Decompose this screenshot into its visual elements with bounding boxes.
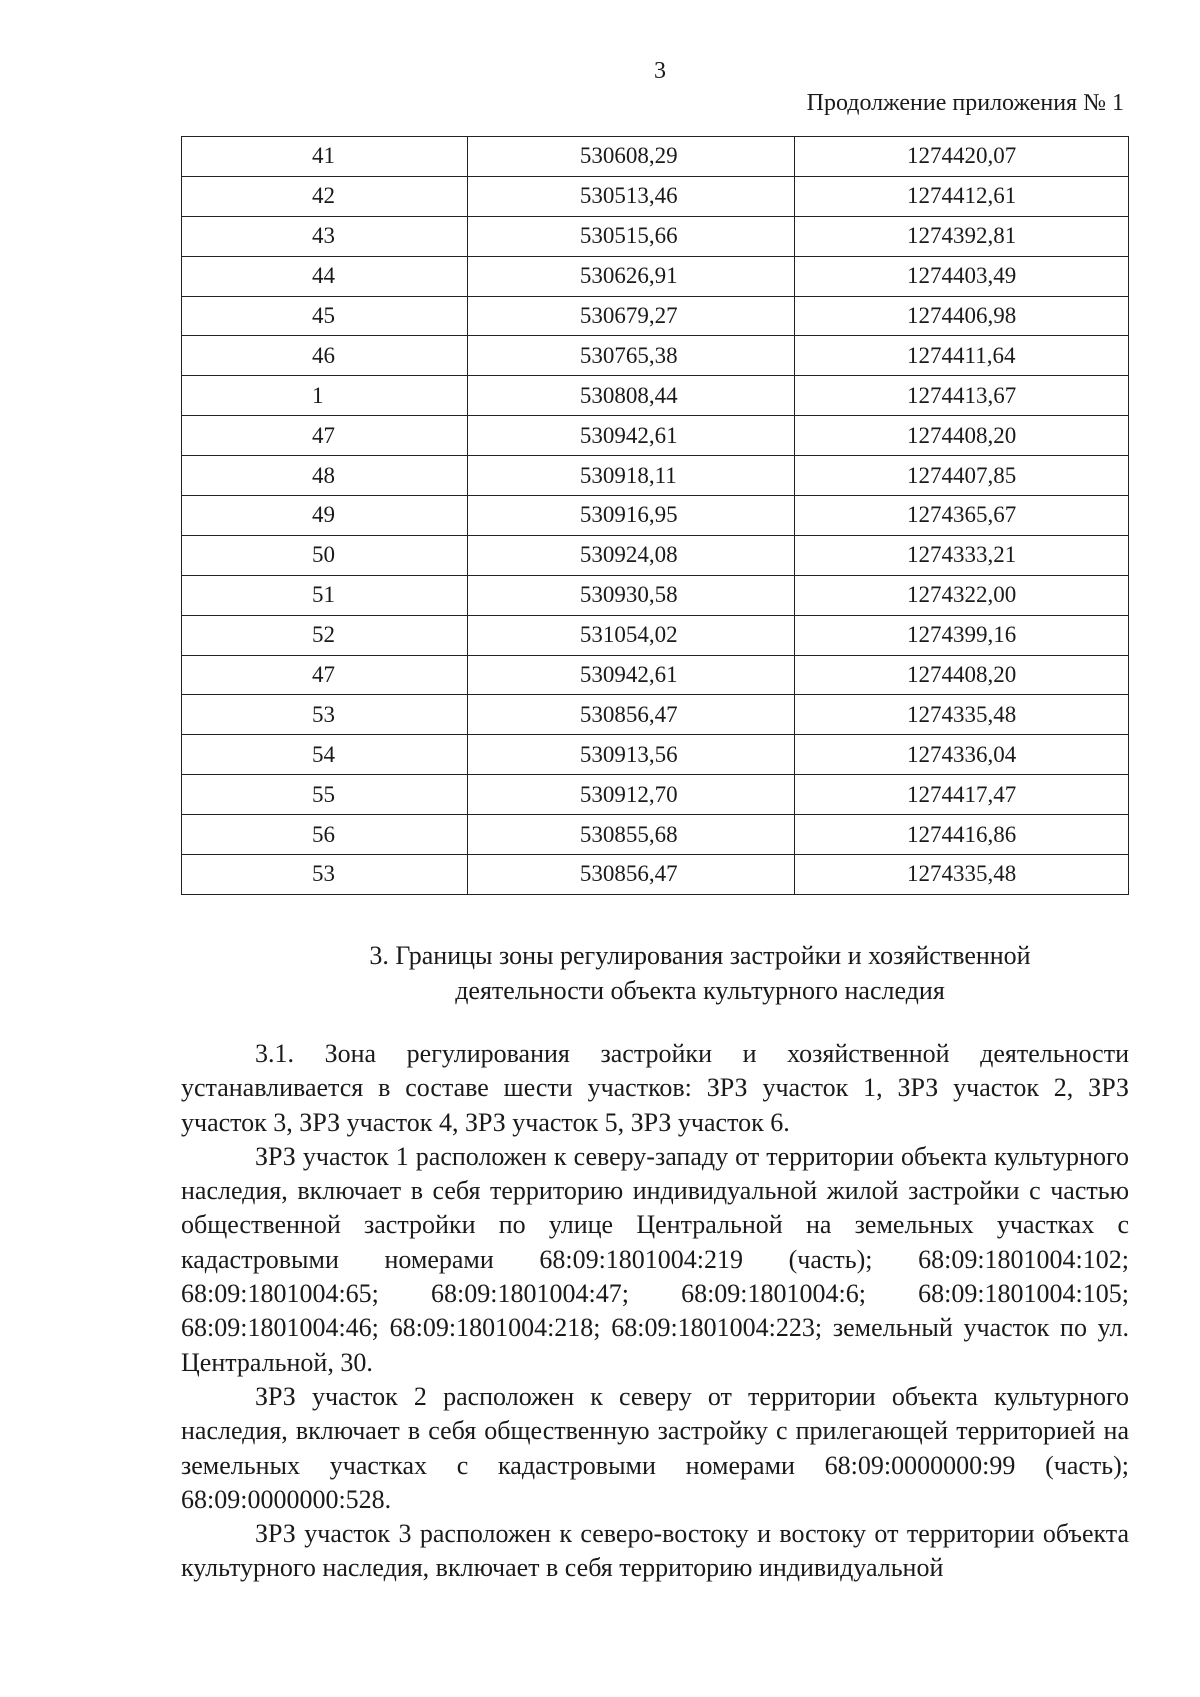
- table-row: [182, 376, 1129, 416]
- x-coordinate-cell: 530856,47: [467, 855, 794, 895]
- section-title-line: деятельности объекта культурного наследия: [455, 976, 945, 1005]
- y-coordinate-cell: 1274335,48: [795, 855, 1129, 895]
- point-number-cell: 44: [182, 256, 468, 296]
- paragraph: ЗРЗ участок 1 расположен к северу-западу от территории объекта культурного наследия, включает в себя территорию индивидуальной жилой застройки с частью общественной застройки по улице Центральной на земельных участках с кадастровыми номерами 68:09:1801004:219 (часть); 68:09:1801004:102; 68:09:1801004:65; 68:09:1801004:47; 68:09:1801004:6; 68:09:1801004:105; 68:09:1801004:46; 68:09:1801004:218; 68:09:1801004:223; земельный участок по ул. Центральной, 30.: [181, 1141, 1129, 1377]
- x-coordinate-cell: 530679,27: [467, 296, 794, 336]
- x-coordinate-cell: 530916,95: [467, 496, 794, 536]
- point-number-cell: 48: [182, 456, 468, 496]
- page-number: 3: [654, 58, 666, 84]
- point-number-cell: 49: [182, 496, 468, 536]
- x-coordinate-cell: 530513,46: [467, 176, 794, 216]
- x-coordinate-cell: 530930,58: [467, 575, 794, 615]
- point-number-cell: 47: [182, 416, 468, 456]
- x-coordinate-cell: 530924,08: [467, 535, 794, 575]
- y-coordinate-cell: 1274336,04: [795, 735, 1129, 775]
- x-coordinate-cell: 530608,29: [467, 137, 794, 177]
- y-coordinate-cell: 1274403,49: [795, 256, 1129, 296]
- section-title-line: 3. Границы зоны регулирования застройки и хозяйственной: [369, 941, 1031, 970]
- table-row: [182, 735, 1129, 775]
- y-coordinate-cell: 1274392,81: [795, 216, 1129, 256]
- table-row: [182, 336, 1129, 376]
- point-number-cell: 47: [182, 655, 468, 695]
- point-number-cell: 56: [182, 815, 468, 855]
- table-row: [182, 615, 1129, 655]
- point-number-cell: 42: [182, 176, 468, 216]
- x-coordinate-cell: 530918,11: [467, 456, 794, 496]
- table-row: [182, 855, 1129, 895]
- y-coordinate-cell: 1274420,07: [795, 137, 1129, 177]
- table-row: [182, 695, 1129, 735]
- y-coordinate-cell: 1274399,16: [795, 615, 1129, 655]
- paragraph: ЗРЗ участок 2 расположен к северу от территории объекта культурного наследия, включает в себя общественную застройку с прилегающей территорией на земельных участках с кадастровыми номерами 68:09:0000000:99 (часть); 68:09:0000000:528.: [181, 1381, 1129, 1514]
- y-coordinate-cell: 1274365,67: [795, 496, 1129, 536]
- point-number-cell: 43: [182, 216, 468, 256]
- table-row: [182, 176, 1129, 216]
- x-coordinate-cell: 530942,61: [467, 416, 794, 456]
- point-number-cell: 53: [182, 695, 468, 735]
- y-coordinate-cell: 1274335,48: [795, 695, 1129, 735]
- x-coordinate-cell: 530808,44: [467, 376, 794, 416]
- table-row: [182, 137, 1129, 177]
- x-coordinate-cell: 530856,47: [467, 695, 794, 735]
- y-coordinate-cell: 1274416,86: [795, 815, 1129, 855]
- y-coordinate-cell: 1274413,67: [795, 376, 1129, 416]
- table-row: [182, 256, 1129, 296]
- table-row: [182, 775, 1129, 815]
- point-number-cell: 54: [182, 735, 468, 775]
- table-row: [182, 416, 1129, 456]
- coordinates-table: [181, 136, 1129, 895]
- x-coordinate-cell: 530765,38: [467, 336, 794, 376]
- x-coordinate-cell: 530912,70: [467, 775, 794, 815]
- point-number-cell: 55: [182, 775, 468, 815]
- y-coordinate-cell: 1274407,85: [795, 456, 1129, 496]
- paragraph: 3.1. Зона регулирования застройки и хозяйственной деятельности устанавливается в составе шести участков: ЗРЗ участок 1, ЗРЗ участок 2, ЗРЗ участок 3, ЗРЗ участок 4, ЗРЗ участок 5, ЗРЗ участок 6.: [181, 1039, 1129, 1137]
- x-coordinate-cell: 530626,91: [467, 256, 794, 296]
- table-row: [182, 815, 1129, 855]
- y-coordinate-cell: 1274417,47: [795, 775, 1129, 815]
- table-row: [182, 496, 1129, 536]
- x-coordinate-cell: 530855,68: [467, 815, 794, 855]
- point-number-cell: 46: [182, 336, 468, 376]
- y-coordinate-cell: 1274408,20: [795, 416, 1129, 456]
- x-coordinate-cell: 531054,02: [467, 615, 794, 655]
- section-title: [320, 938, 1080, 1008]
- point-number-cell: 41: [182, 137, 468, 177]
- point-number-cell: 45: [182, 296, 468, 336]
- y-coordinate-cell: 1274411,64: [795, 336, 1129, 376]
- point-number-cell: 52: [182, 615, 468, 655]
- paragraph: ЗРЗ участок 3 расположен к северо-востоку и востоку от территории объекта культурного наследия, включает в себя территорию индивидуальной: [181, 1519, 1129, 1583]
- x-coordinate-cell: 530515,66: [467, 216, 794, 256]
- x-coordinate-cell: 530913,56: [467, 735, 794, 775]
- body-text: [181, 1037, 1129, 1586]
- point-number-cell: 50: [182, 535, 468, 575]
- table-row: [182, 216, 1129, 256]
- table-row: [182, 535, 1129, 575]
- point-number-cell: 53: [182, 855, 468, 895]
- table-row: [182, 296, 1129, 336]
- y-coordinate-cell: 1274412,61: [795, 176, 1129, 216]
- y-coordinate-cell: 1274408,20: [795, 655, 1129, 695]
- table-row: [182, 456, 1129, 496]
- y-coordinate-cell: 1274333,21: [795, 535, 1129, 575]
- y-coordinate-cell: 1274322,00: [795, 575, 1129, 615]
- point-number-cell: 1: [182, 376, 468, 416]
- table-row: [182, 655, 1129, 695]
- x-coordinate-cell: 530942,61: [467, 655, 794, 695]
- point-number-cell: 51: [182, 575, 468, 615]
- table-row: [182, 575, 1129, 615]
- appendix-continuation-label: Продолжение приложения № 1: [806, 90, 1124, 116]
- y-coordinate-cell: 1274406,98: [795, 296, 1129, 336]
